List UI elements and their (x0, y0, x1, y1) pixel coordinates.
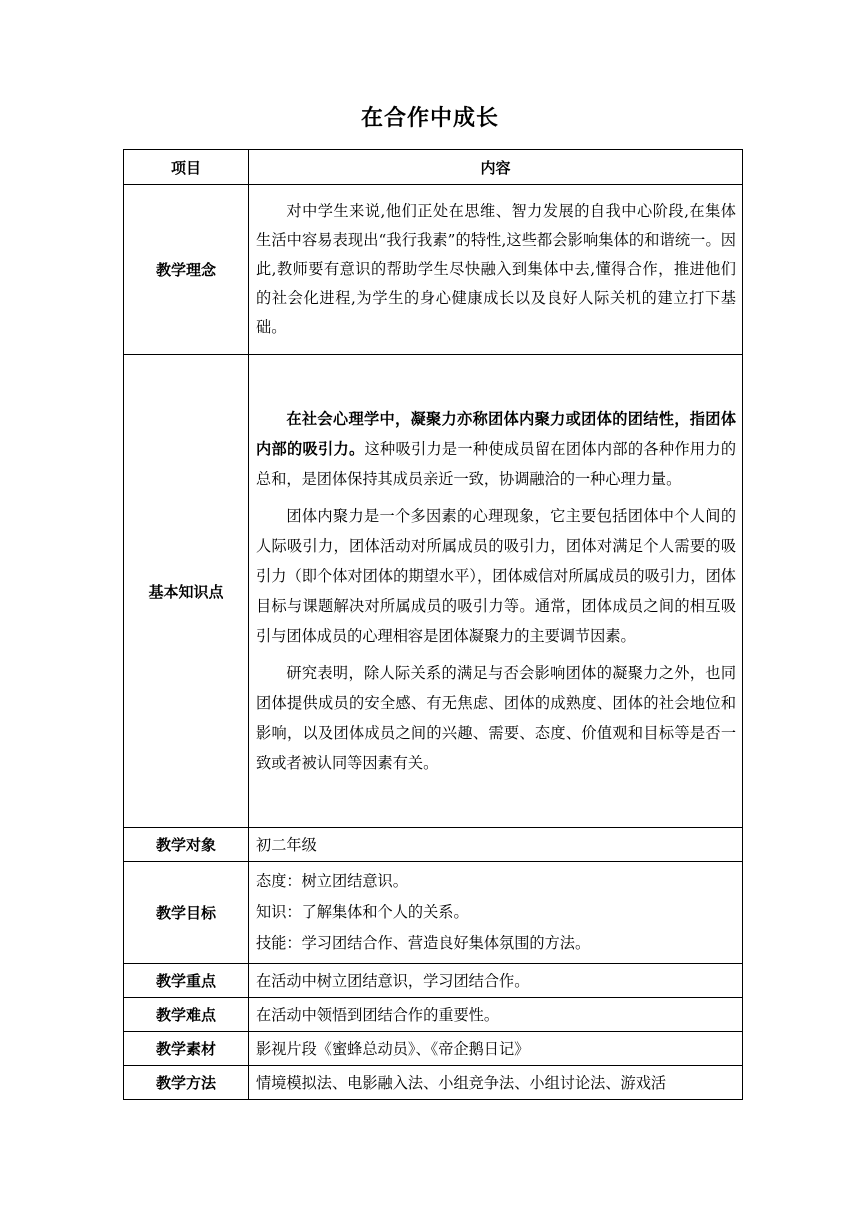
row-philosophy (124, 185, 743, 355)
content-methods: 情境模拟法、电影融入法、小组竞争法、小组讨论法、游戏活 (249, 1066, 743, 1100)
content-difficulty: 在活动中领悟到团结合作的重要性。 (249, 998, 743, 1032)
row-materials (124, 1032, 743, 1066)
label-audience: 教学对象 (124, 828, 249, 862)
label-difficulty: 教学难点 (124, 998, 249, 1032)
table-header-row (124, 150, 743, 185)
content-goals (249, 862, 743, 964)
row-methods (124, 1066, 743, 1100)
knowledge-paragraph-2: 团体内聚力是一个多因素的心理现象，它主要包括团体中个人间的人际吸引力，团体活动对所属成员的吸引力，团体对满足个人需要的吸引力（即个体对团体的期望水平），团体威信对所属成员的吸引力，团体目标与课题解决对所属成员的吸引力等。通常，团体成员之间的相互吸引与团体成员的心理相容是团体凝聚力的主要调节因素。 (256, 507, 736, 645)
header-item: 项目 (124, 150, 249, 185)
knowledge-definition-rest: 这种吸引力是一种使成员留在团体内部的各种作用力的总和，是团体保持其成员亲近一致，协调融洽的一种心理力量。 (256, 440, 737, 488)
content-philosophy (249, 185, 743, 355)
content-knowledge (249, 355, 743, 828)
document-title: 在合作中成长 (360, 106, 499, 131)
knowledge-definition-bold: 在社会心理学中，凝聚力亦称团体内聚力或团体的团结性，指团体内部的吸引力。 (256, 410, 736, 458)
knowledge-paragraph-1 (256, 404, 736, 494)
content-materials: 影视片段《蜜蜂总动员》、《帝企鹅日记》 (249, 1032, 743, 1066)
label-materials: 教学素材 (124, 1032, 249, 1066)
content-audience: 初二年级 (249, 828, 743, 862)
lesson-plan-table (123, 149, 743, 1100)
label-philosophy: 教学理念 (124, 185, 249, 355)
row-audience (124, 828, 743, 862)
knowledge-paragraph-3: 研究表明，除人际关系的满足与否会影响团体的凝聚力之外，也同团体提供成员的安全感、有无焦虑、团体的成熟度、团体的社会地位和影响，以及团体成员之间的兴趣、需要、态度、价值观和目标等是否一致或者被认同等因素有关。 (256, 664, 736, 772)
header-content: 内容 (249, 150, 743, 185)
row-focus (124, 964, 743, 998)
row-knowledge (124, 355, 743, 828)
label-methods: 教学方法 (124, 1066, 249, 1100)
goal-knowledge: 知识：了解集体和个人的关系。 (256, 903, 469, 921)
row-goals (124, 862, 743, 964)
label-focus: 教学重点 (124, 964, 249, 998)
content-focus: 在活动中树立团结意识，学习团结合作。 (249, 964, 743, 998)
goal-attitude: 态度：树立团结意识。 (256, 872, 408, 890)
label-knowledge: 基本知识点 (124, 355, 249, 828)
goal-skill: 技能：学习团结合作、营造良好集体氛围的方法。 (256, 934, 591, 952)
label-goals: 教学目标 (124, 862, 249, 964)
row-difficulty (124, 998, 743, 1032)
philosophy-text: 对中学生来说,他们正处在思维、智力发展的自我中心阶段,在集体生活中容易表现出“我行我素”的特性,这些都会影响集体的和谐统一。因此,教师要有意识的帮助学生尽快融入到集体中去,懂得合作，推进他们的社会化进程,为学生的身心健康成长以及良好人际关机的建立打下基础。 (256, 202, 736, 336)
